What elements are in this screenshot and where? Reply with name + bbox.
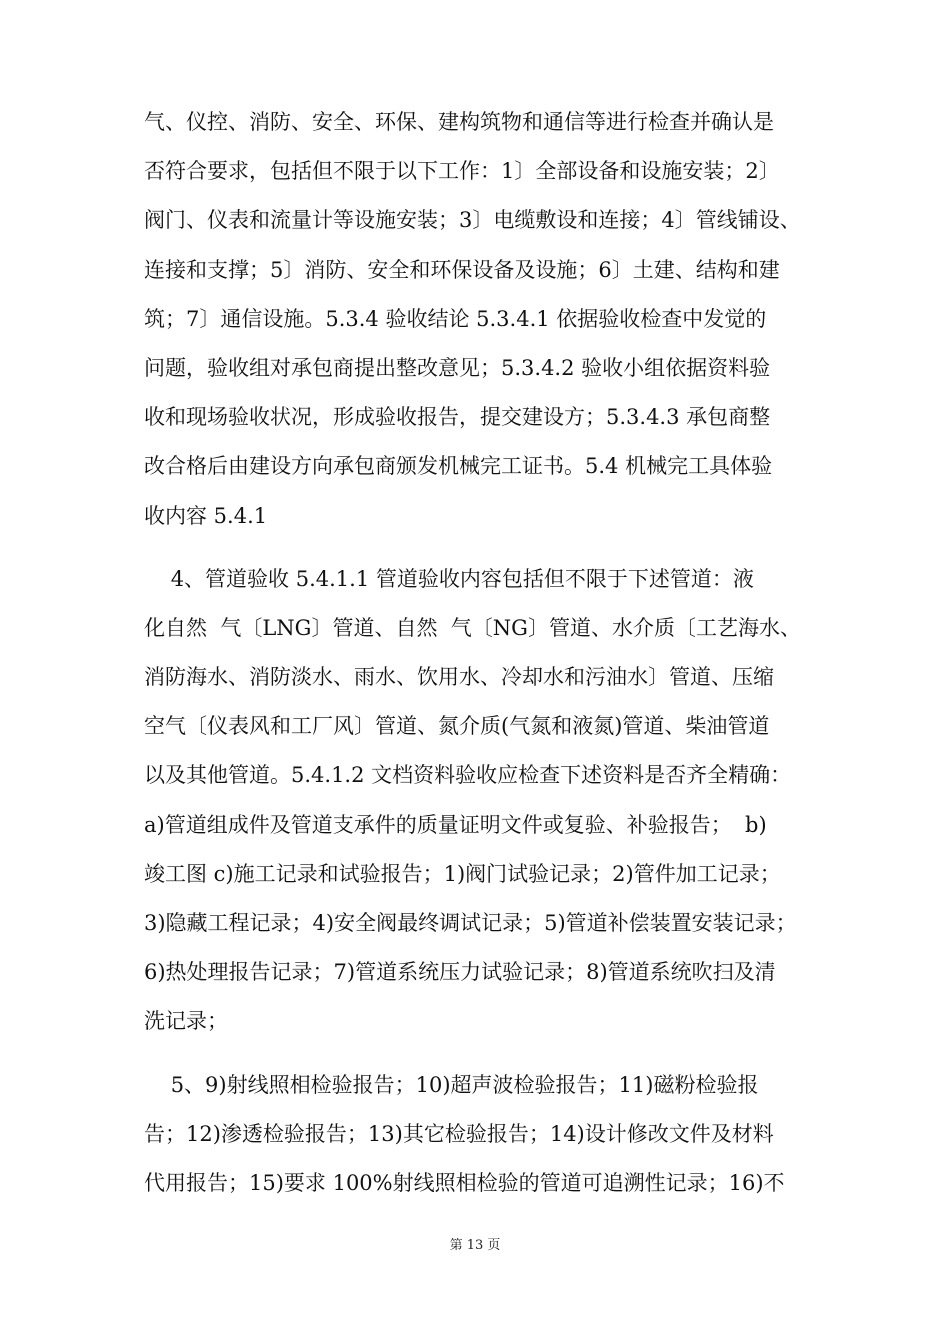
text-line: 竣工图 c)施工记录和试验报告；1)阀门试验记录；2)管件加工记录；: [144, 861, 781, 886]
text-line: 问题，验收组对承包商提出整改意见；5.3.4.2 验收小组依据资料验: [144, 355, 771, 380]
text-line: 化自然 气〔LNG〕管道、自然 气〔NG〕管道、水介质〔工艺海水、: [144, 615, 801, 640]
text-line: 空气〔仪表风和工厂风〕管道、氮介质(气氮和液氮)管道、柴油管道: [144, 714, 770, 739]
text-line: 4、管道验收 5.4.1.1 管道验收内容包括但不限于下述管道：液: [144, 566, 754, 591]
paragraph-acceptance-content: [144, 98, 824, 541]
text-line: 收内容 5.4.1: [144, 503, 268, 528]
text-line: 否符合要求，包括但不限于以下工作：1〕全部设备和设施安装；2〕: [144, 159, 780, 184]
paragraph-gap: [144, 1047, 824, 1061]
text-line: 筑；7〕通信设施。5.3.4 验收结论 5.3.4.1 依据验收检查中发觉的: [144, 306, 767, 331]
paragraph-gap: [144, 541, 824, 555]
text-line: 阀门、仪表和流量计等设施安装；3〕电缆敷设和连接；4〕管线铺设、: [144, 208, 801, 233]
text-line: 洗记录；: [144, 1009, 228, 1034]
text-line: 5、9)射线照相检验报告；10)超声波检验报告；11)磁粉检验报: [144, 1072, 759, 1097]
text-line: 6)热处理报告记录；7)管道系统压力试验记录；8)管道系统吹扫及清: [144, 960, 776, 985]
text-line: 告；12)渗透检验报告；13)其它检验报告；14)设计修改文件及材料: [144, 1121, 774, 1146]
text-line: 消防海水、消防淡水、雨水、饮用水、冷却水和污油水〕管道、压缩: [144, 665, 774, 690]
page-footer: 第 13 页: [449, 1238, 501, 1253]
text-line: 连接和支撑；5〕消防、安全和环保设备及设施；6〕土建、结构和建: [144, 257, 780, 282]
text-line: 收和现场验收状况，形成验收报告，提交建设方；5.3.4.3 承包商整: [144, 405, 771, 430]
text-line: 气、仪控、消防、安全、环保、建构筑物和通信等进行检查并确认是: [144, 110, 774, 134]
text-line: a)管道组成件及管道支承件的质量证明文件或复验、补验报告； b): [144, 812, 767, 837]
paragraph-pipeline-acceptance: [144, 555, 824, 1047]
text-line: 以及其他管道。5.4.1.2 文档资料验收应检查下述资料是否齐全精确：: [144, 763, 792, 788]
paragraph-inspection-reports: [144, 1061, 824, 1209]
body-text: [144, 98, 824, 1208]
text-line: 改合格后由建设方向承包商颁发机械完工证书。5.4 机械完工具体验: [144, 454, 773, 479]
text-line: 代用报告；15)要求 100%射线照相检验的管道可追溯性记录；16)不: [144, 1170, 785, 1195]
text-line: 3)隐藏工程记录；4)安全阀最终调试记录；5)管道补偿装置安装记录；: [144, 911, 797, 935]
